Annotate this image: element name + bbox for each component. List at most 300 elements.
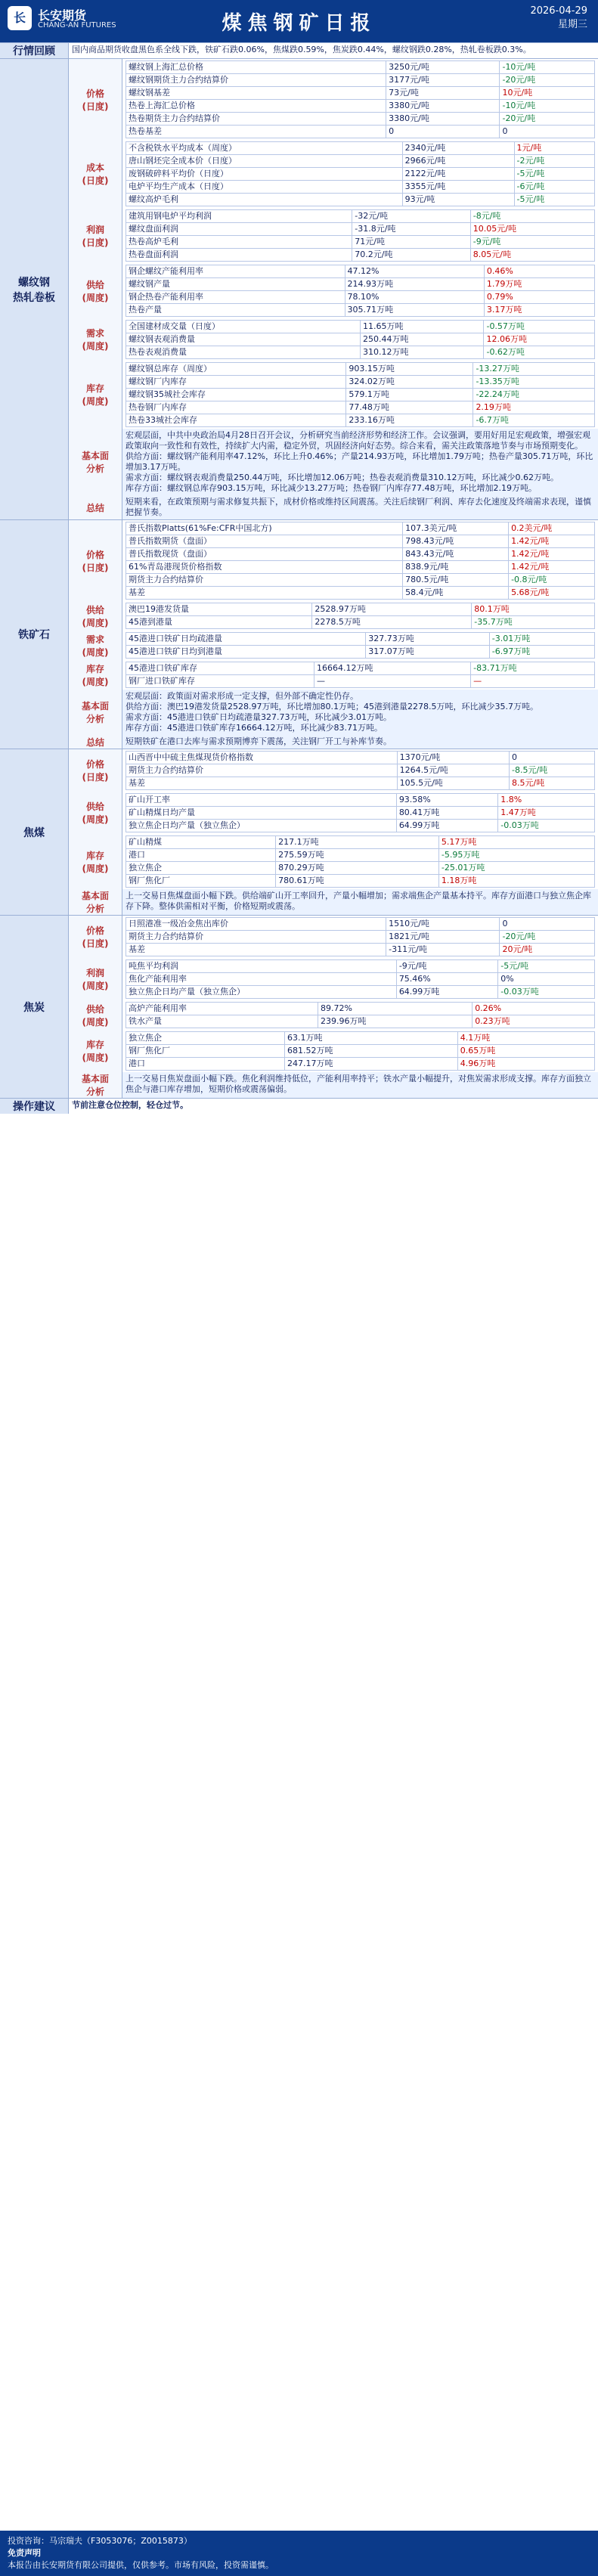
steel-table <box>125 60 595 138</box>
table-cell: 日照港准一级冶金焦出库价 <box>126 918 386 931</box>
table-cell: 矿山精煤日均产量 <box>126 807 397 820</box>
table-row <box>126 113 595 126</box>
steel-analysis-text: 宏观层面，中共中央政治局4月28日召开会议，分析研究当前经济形势和经济工作。会议强调，要用好用足宏观政策，增强宏观政策取向一致性和有效性，持续扩大内需，稳定外贸，巩固经济向好态势。综合来看，需关注政策落地节奏与市场预期变化。 供给方面：螺纹钢产能利用率47.12%，环比上升0.46%；产量214.93万吨，环比增加1.79万吨；热卷产量305.71万吨，环比增加3.17万吨。 需求方面：螺纹钢表观消费量250.44万吨，环比增加12.06万吨；热卷表观消费量310.12万吨，环比减少0.62万吨。 库存方面：螺纹钢总库存903.15万吨，环比减少13.27万吨；热卷钢厂内库存77.48万吨，环比增加2.19万吨。 <box>122 429 598 495</box>
table-cell: 105.5元/吨 <box>397 777 509 790</box>
table-row <box>126 764 595 777</box>
table-cell: 基差 <box>126 944 386 956</box>
table-cell: 93.58% <box>396 794 497 807</box>
table-cell: 70.2元/吨 <box>352 249 470 262</box>
table-cell: -6.7万吨 <box>473 414 595 427</box>
date-block <box>530 5 587 32</box>
header <box>0 0 598 42</box>
table-cell: 1.42元/吨 <box>509 548 595 561</box>
table-row <box>126 794 595 807</box>
table-row <box>126 87 595 100</box>
table-row <box>126 223 595 236</box>
steel-summary-text: 短期来看，在政策预期与需求修复共振下，成材价格或维持区间震荡。关注后续钢厂利润、库存去化速度及终端需求表现，谨慎把握节奏。 <box>122 495 598 519</box>
steel-table <box>125 362 595 427</box>
table-row <box>126 61 595 74</box>
table-cell: 45港进口铁矿日均到港量 <box>126 646 366 659</box>
table-cell: 870.29万吨 <box>276 862 439 875</box>
table-cell: 78.10% <box>345 291 484 304</box>
table-cell: 唐山钢坯完全成本价（日度） <box>126 155 403 168</box>
table-cell: 0 <box>510 752 595 764</box>
coke-analysis-title: 基本面 分析 <box>69 1072 122 1098</box>
table-cell: 0 <box>500 126 595 138</box>
analyst: 投资咨询：马宗瑞夫（F3053076；Z0015873） <box>8 2536 192 2546</box>
table-row <box>126 574 595 587</box>
table-cell: 16664.12万吨 <box>314 662 471 675</box>
table-cell: 233.16万吨 <box>346 414 473 427</box>
table-cell: 0.23万吨 <box>473 1015 595 1028</box>
iron_ore-group-label: 价格 (日度) <box>69 520 122 601</box>
table-row <box>126 862 595 875</box>
table-cell: 焦化产能利用率 <box>126 973 397 986</box>
table-cell: 2340元/吨 <box>402 142 514 155</box>
iron_ore-group-label: 库存 (周度) <box>69 660 122 690</box>
coking_coal-label: 焦煤 <box>0 749 69 915</box>
table-cell: 吨焦平均利润 <box>126 960 397 973</box>
table-row <box>126 1003 595 1015</box>
iron_ore-table <box>125 603 595 629</box>
table-cell: 3355元/吨 <box>402 181 514 194</box>
coke-label: 焦炭 <box>0 916 69 1098</box>
coke-group-label: 供给 (周度) <box>69 1000 122 1030</box>
logo-icon: 长 <box>8 6 32 30</box>
table-cell: 2528.97万吨 <box>312 603 472 616</box>
table-row <box>126 155 595 168</box>
operation-label: 操作建议 <box>0 1099 69 1114</box>
coking_coal-group-label: 供给 (周度) <box>69 792 122 834</box>
table-cell: 基差 <box>126 587 403 600</box>
table-cell: 热卷上海汇总价格 <box>126 100 386 113</box>
steel-group-label: 需求 (周度) <box>69 318 122 361</box>
coke-group-label: 库存 (周度) <box>69 1030 122 1072</box>
table-cell: 5.17万吨 <box>438 836 594 849</box>
table-cell: -20元/吨 <box>500 74 595 87</box>
table-cell: -0.8元/吨 <box>509 574 595 587</box>
table-row <box>126 1015 595 1028</box>
table-cell: 螺纹钢35城社会库存 <box>126 389 346 401</box>
table-cell: 4.1万吨 <box>457 1032 594 1045</box>
steel-table <box>125 209 595 262</box>
table-row <box>126 986 595 999</box>
table-cell: 钢厂焦化厂 <box>126 1045 285 1058</box>
table-row <box>126 376 595 389</box>
table-cell: 1.79万吨 <box>484 278 594 291</box>
table-cell: 期货主力合约结算价 <box>126 574 403 587</box>
table-cell: 全国建材成交量（日度） <box>126 321 361 333</box>
table-cell: 8.5元/吨 <box>510 777 595 790</box>
table-cell: -0.03万吨 <box>498 820 595 832</box>
table-cell: 港口 <box>126 1058 285 1071</box>
table-cell: 1.47万吨 <box>498 807 595 820</box>
table-cell: 不含税铁水平均成本（周度） <box>126 142 403 155</box>
table-row <box>126 587 595 600</box>
steel-label: 螺纹钢 热轧卷板 <box>0 59 69 519</box>
table-row <box>126 960 595 973</box>
table-cell: -0.03万吨 <box>498 986 595 999</box>
table-cell: 77.48万吨 <box>346 401 473 414</box>
table-cell: 1.42元/吨 <box>509 535 595 548</box>
table-cell: 89.72% <box>318 1003 473 1015</box>
table-row <box>126 321 595 333</box>
market-review-label: 行情回顾 <box>0 43 69 58</box>
table-row <box>126 333 595 346</box>
steel-summary-title: 总结 <box>69 495 122 519</box>
table-row <box>126 1032 595 1045</box>
table-row <box>126 194 595 206</box>
table-row <box>126 168 595 181</box>
table-cell: 期货主力合约结算价 <box>126 931 386 944</box>
table-cell: 独立焦企 <box>126 1032 285 1045</box>
table-cell: 3250元/吨 <box>386 61 500 74</box>
table-row <box>126 181 595 194</box>
table-row <box>126 752 595 764</box>
disclaimer-title: 免责声明 <box>8 2548 41 2558</box>
table-cell: 螺纹钢基差 <box>126 87 386 100</box>
table-cell: 681.52万吨 <box>285 1045 458 1058</box>
table-cell: 钢厂焦化厂 <box>126 875 276 888</box>
coking_coal-body <box>69 749 598 915</box>
table-cell: -5元/吨 <box>514 168 594 181</box>
table-cell: -25.01万吨 <box>438 862 594 875</box>
table-cell: 579.1万吨 <box>346 389 473 401</box>
table-cell: 798.43元/吨 <box>403 535 509 548</box>
table-row <box>126 249 595 262</box>
table-cell: 45港到港量 <box>126 616 312 629</box>
operation-section <box>0 1098 598 1114</box>
page-title: 煤焦钢矿日报 <box>222 12 376 35</box>
table-cell: 山西晋中中硫主焦煤现货价格指数 <box>126 752 398 764</box>
table-cell: 3.17万吨 <box>484 304 594 317</box>
table-row <box>126 931 595 944</box>
table-cell: 矿山开工率 <box>126 794 397 807</box>
table-cell: 螺纹钢厂内库存 <box>126 376 346 389</box>
table-cell: 普氏指数期货（盘面） <box>126 535 403 548</box>
table-row <box>126 820 595 832</box>
iron_ore-analysis-title: 基本面 分析 <box>69 690 122 735</box>
table-cell: 75.46% <box>396 973 497 986</box>
table-row <box>126 616 595 629</box>
table-cell: 73元/吨 <box>386 87 500 100</box>
table-cell: 热卷表观消费量 <box>126 346 361 359</box>
table-row <box>126 807 595 820</box>
disclaimer-text: 本报告由长安期货有限公司提供，仅供参考。市场有风险，投资需谨慎。 <box>8 2560 274 2570</box>
table-cell: 热卷盘面利润 <box>126 249 352 262</box>
table-cell: — <box>471 675 595 688</box>
table-cell: 63.1万吨 <box>285 1032 458 1045</box>
table-cell: 热卷33城社会库存 <box>126 414 346 427</box>
table-cell: 58.4元/吨 <box>403 587 509 600</box>
table-cell: 钢厂进口铁矿库存 <box>126 675 314 688</box>
table-cell: -35.7万吨 <box>472 616 595 629</box>
iron_ore-summary-text: 短期铁矿在港口去库与需求预期博弈下震荡，关注钢厂开工与补库节奏。 <box>122 735 598 749</box>
iron_ore-label: 铁矿石 <box>0 520 69 749</box>
table-row <box>126 777 595 790</box>
table-cell: 1元/吨 <box>514 142 594 155</box>
table-cell: 12.06万吨 <box>484 333 595 346</box>
iron_ore-table <box>125 522 595 600</box>
table-cell: 螺纹钢上海汇总价格 <box>126 61 386 74</box>
table-cell: 基差 <box>126 777 398 790</box>
table-row <box>126 304 595 317</box>
steel-group-label: 价格 (日度) <box>69 59 122 140</box>
table-cell: 1.8% <box>498 794 595 807</box>
table-cell: -5元/吨 <box>498 960 595 973</box>
table-cell: 2122元/吨 <box>402 168 514 181</box>
coke-table <box>125 917 595 956</box>
iron_ore-summary-title: 总结 <box>69 735 122 749</box>
table-row <box>126 849 595 862</box>
steel-group-label: 利润 (日度) <box>69 208 122 263</box>
table-cell: 2278.5万吨 <box>312 616 472 629</box>
table-cell: -9元/吨 <box>396 960 497 973</box>
table-cell: -8.5元/吨 <box>510 764 595 777</box>
table-cell: 214.93万吨 <box>345 278 484 291</box>
table-row <box>126 278 595 291</box>
steel-group-label: 供给 (周度) <box>69 263 122 318</box>
table-cell: 0.2美元/吨 <box>509 522 595 535</box>
table-row <box>126 100 595 113</box>
table-cell: -32元/吨 <box>352 210 470 223</box>
market-review-text: 国内商品期货收盘黑色系全线下跌，铁矿石跌0.06%，焦煤跌0.59%，焦炭跌0.44%，螺纹钢跌0.28%，热轧卷板跌0.3%。 <box>72 45 531 54</box>
coking_coal-table <box>125 835 595 888</box>
table-cell: -20元/吨 <box>500 931 595 944</box>
brand-en: CHANG-AN FUTURES <box>38 21 116 29</box>
table-row <box>126 918 595 931</box>
table-cell: 4.96万吨 <box>457 1058 594 1071</box>
table-row <box>126 875 595 888</box>
steel-group-label: 成本 (日度) <box>69 140 122 208</box>
table-row <box>126 389 595 401</box>
table-cell: -22.24万吨 <box>473 389 595 401</box>
table-row <box>126 401 595 414</box>
table-row <box>126 210 595 223</box>
table-cell: 903.15万吨 <box>346 363 473 376</box>
table-cell: -8元/吨 <box>470 210 594 223</box>
table-cell: 239.96万吨 <box>318 1015 473 1028</box>
table-cell: 热卷产量 <box>126 304 345 317</box>
table-row <box>126 1058 595 1071</box>
table-cell: -6.97万吨 <box>489 646 594 659</box>
table-cell: 独立焦企 <box>126 862 276 875</box>
table-cell: 普氏指数Platts(61%Fe:CFR中国北方) <box>126 522 403 535</box>
table-cell: 10.05元/吨 <box>470 223 594 236</box>
coking_coal-analysis-text: 上一交易日焦煤盘面小幅下跌。供给端矿山开工率回升，产量小幅增加；需求端焦企产量基本持平。库存方面港口与独立焦企库存下降。整体供需相对平衡，价格短期或震荡。 <box>122 889 598 915</box>
table-row <box>126 414 595 427</box>
table-cell: 843.43元/吨 <box>403 548 509 561</box>
steel-analysis-title: 基本面 分析 <box>69 429 122 495</box>
iron_ore-analysis-text: 宏观层面：政策面对需求形成一定支撑，但外部不确定性仍存。 供给方面：澳巴19港发货量2528.97万吨，环比增加80.1万吨；45港到港量2278.5万吨，环比减少35.7万吨。 需求方面：45港进口铁矿日均疏港量327.73万吨，环比减少3.01万吨。 库存方面：45港进口铁矿库存16664.12万吨，环比减少83.71万吨。 <box>122 690 598 735</box>
table-row <box>126 535 595 548</box>
table-row <box>126 363 595 376</box>
table-cell: 247.17万吨 <box>285 1058 458 1071</box>
steel-table <box>125 141 595 206</box>
table-cell: 铁水产量 <box>126 1015 318 1028</box>
table-cell: 250.44万吨 <box>361 333 484 346</box>
iron_ore-body <box>69 520 598 749</box>
table-cell: -13.35万吨 <box>473 376 595 389</box>
footer <box>0 2531 598 2576</box>
date: 2026-04-29 <box>530 5 587 17</box>
table-row <box>126 346 595 359</box>
table-cell: -9元/吨 <box>470 236 594 249</box>
operation-text: 节前注意仓位控制，轻仓过节。 <box>72 1100 188 1110</box>
coke-table <box>125 1031 595 1071</box>
table-cell: 螺纹钢期货主力合约结算价 <box>126 74 386 87</box>
steel-group-label: 库存 (周度) <box>69 361 122 429</box>
table-cell: 0.79% <box>484 291 594 304</box>
table-cell: -5.95万吨 <box>438 849 594 862</box>
table-cell: 螺纹钢总库存（周度） <box>126 363 346 376</box>
table-cell: 2.19万吨 <box>473 401 595 414</box>
table-cell: -6元/吨 <box>514 181 594 194</box>
table-cell: 8.05元/吨 <box>470 249 594 262</box>
table-cell: -0.62万吨 <box>484 346 595 359</box>
table-cell: 11.65万吨 <box>361 321 484 333</box>
table-cell: 1370元/吨 <box>397 752 509 764</box>
table-cell: 2966元/吨 <box>402 155 514 168</box>
weekday: 星期三 <box>557 19 587 30</box>
table-cell: 327.73万吨 <box>366 633 489 646</box>
table-cell: 61%青岛港现货价格指数 <box>126 561 403 574</box>
table-row <box>126 675 595 688</box>
table-cell: 螺纹盘面利润 <box>126 223 352 236</box>
table-cell: 780.61万吨 <box>276 875 439 888</box>
table-row <box>126 646 595 659</box>
table-cell: -0.57万吨 <box>484 321 595 333</box>
table-cell: 0.46% <box>484 265 594 278</box>
table-cell: -13.27万吨 <box>473 363 595 376</box>
table-cell: 建筑用钢电炉平均利润 <box>126 210 352 223</box>
table-cell: 1.18万吨 <box>438 875 594 888</box>
steel-table <box>125 320 595 359</box>
table-cell: 澳巴19港发货量 <box>126 603 312 616</box>
table-cell: 80.1万吨 <box>472 603 595 616</box>
table-cell: 高炉产能利用率 <box>126 1003 318 1015</box>
iron_ore-group-label: 供给 (周度) <box>69 601 122 631</box>
table-row <box>126 126 595 138</box>
table-cell: 热卷期货主力合约结算价 <box>126 113 386 126</box>
table-cell: 0% <box>498 973 595 986</box>
table-cell: 港口 <box>126 849 276 862</box>
table-cell: 324.02万吨 <box>346 376 473 389</box>
coke-analysis-text: 上一交易日焦炭盘面小幅下跌。焦化利润维持低位，产能利用率持平；铁水产量小幅提升，对焦炭需求形成支撑。库存方面独立焦企与港口库存增加，短期价格或震荡偏弱。 <box>122 1072 598 1098</box>
table-cell: -3.01万吨 <box>489 633 594 646</box>
table-cell: 71元/吨 <box>352 236 470 249</box>
coke-table <box>125 959 595 999</box>
table-cell: 电炉平均生产成本（日度） <box>126 181 403 194</box>
table-cell: 螺纹钢表观消费量 <box>126 333 361 346</box>
table-cell: -5元/吨 <box>514 194 594 206</box>
table-cell: 3380元/吨 <box>386 113 500 126</box>
table-cell: 317.07万吨 <box>366 646 489 659</box>
table-cell: 217.1万吨 <box>276 836 439 849</box>
table-cell: 107.3美元/吨 <box>403 522 509 535</box>
table-row <box>126 236 595 249</box>
table-cell: 0 <box>500 918 595 931</box>
table-cell: -2元/吨 <box>514 155 594 168</box>
table-cell: -83.71万吨 <box>471 662 595 675</box>
table-cell: 64.99万吨 <box>396 986 497 999</box>
table-row <box>126 944 595 956</box>
coke-group-label: 价格 (日度) <box>69 916 122 958</box>
coking_coal-group-label: 价格 (日度) <box>69 749 122 792</box>
table-cell: 矿山精煤 <box>126 836 276 849</box>
table-cell: 0.26% <box>473 1003 595 1015</box>
coke-body <box>69 916 598 1098</box>
iron_ore-table <box>125 632 595 659</box>
table-cell: 93元/吨 <box>402 194 514 206</box>
table-cell: 热卷钢厂内库存 <box>126 401 346 414</box>
table-cell: 20元/吨 <box>500 944 595 956</box>
table-cell: 80.41万吨 <box>396 807 497 820</box>
coke-group-label: 利润 (周度) <box>69 958 122 1000</box>
table-cell: 838.9元/吨 <box>403 561 509 574</box>
table-cell: 热卷高炉毛利 <box>126 236 352 249</box>
table-cell: 1821元/吨 <box>386 931 500 944</box>
table-cell: 1510元/吨 <box>386 918 500 931</box>
table-cell: -10元/吨 <box>500 100 595 113</box>
table-cell: 废钢破碎料平均价（日度） <box>126 168 403 181</box>
table-cell: 1264.5元/吨 <box>397 764 509 777</box>
coke-table <box>125 1002 595 1028</box>
market-review <box>0 42 598 58</box>
table-row <box>126 142 595 155</box>
table-cell: 螺纹钢产量 <box>126 278 345 291</box>
table-cell: 独立焦企日均产量（独立焦企） <box>126 986 397 999</box>
table-cell: -20元/吨 <box>500 113 595 126</box>
table-cell: 0 <box>386 126 500 138</box>
table-cell: 45港进口铁矿日均疏港量 <box>126 633 366 646</box>
table-cell: 47.12% <box>345 265 484 278</box>
table-cell: 3380元/吨 <box>386 100 500 113</box>
iron_ore-table <box>125 662 595 688</box>
iron_ore-group-label: 需求 (周度) <box>69 631 122 660</box>
table-cell: 期货主力合约结算价 <box>126 764 398 777</box>
table-row <box>126 291 595 304</box>
brand-cn: 长安期货 <box>38 8 87 23</box>
table-row <box>126 561 595 574</box>
coking_coal-group-label: 库存 (周度) <box>69 834 122 889</box>
table-cell: 275.59万吨 <box>276 849 439 862</box>
table-row <box>126 1045 595 1058</box>
table-cell: -10元/吨 <box>500 61 595 74</box>
steel-table <box>125 265 595 317</box>
steel-body <box>69 59 598 519</box>
table-cell: 780.5元/吨 <box>403 574 509 587</box>
table-row <box>126 633 595 646</box>
table-row <box>126 548 595 561</box>
coking_coal-analysis-title: 基本面 分析 <box>69 889 122 915</box>
table-cell: 独立焦企日均产量（独立焦企） <box>126 820 397 832</box>
table-cell: 64.99万吨 <box>396 820 497 832</box>
coking_coal-table <box>125 751 595 790</box>
table-row <box>126 522 595 535</box>
table-cell: 310.12万吨 <box>361 346 484 359</box>
table-row <box>126 662 595 675</box>
table-row <box>126 973 595 986</box>
table-cell: -311元/吨 <box>386 944 500 956</box>
table-row <box>126 603 595 616</box>
coking_coal-table <box>125 793 595 832</box>
steel-section <box>0 58 598 519</box>
table-row <box>126 836 595 849</box>
table-cell: 5.68元/吨 <box>509 587 595 600</box>
table-cell: 1.42元/吨 <box>509 561 595 574</box>
table-cell: 0.65万吨 <box>457 1045 594 1058</box>
